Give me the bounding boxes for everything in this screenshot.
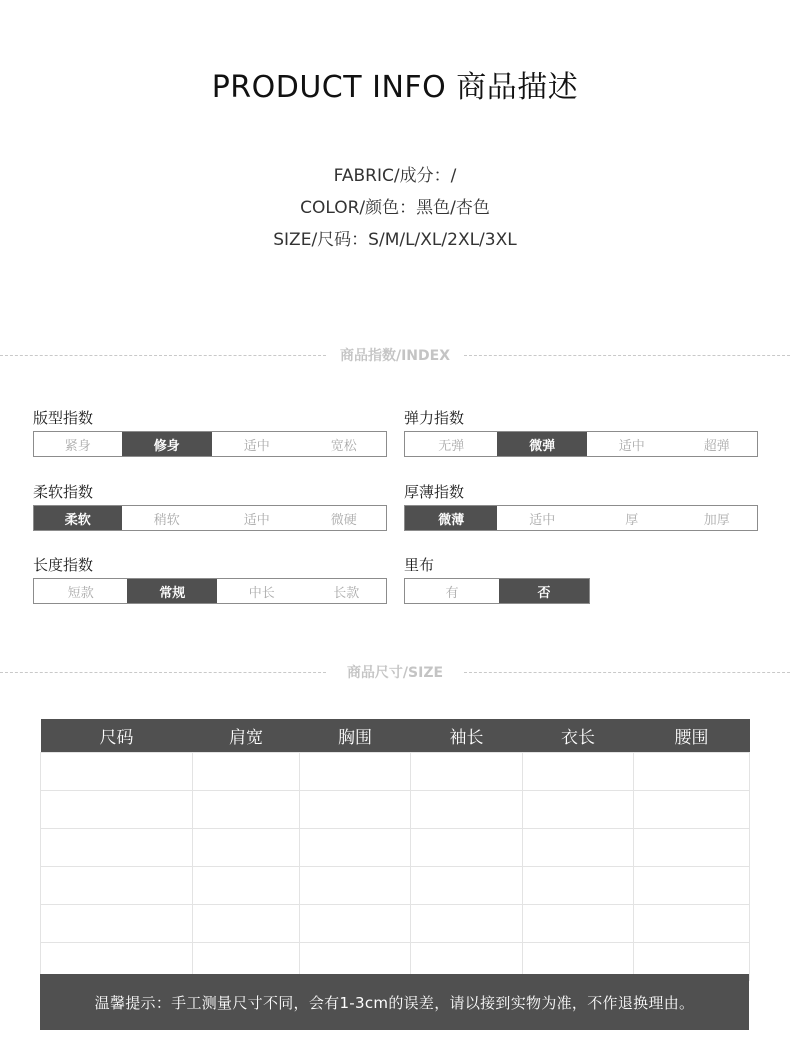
index-option-selected: 修身 [122,432,212,456]
table-cell [41,791,193,829]
table-row [41,829,750,867]
index-option: 适中 [618,438,645,454]
index-option: 中长 [248,585,275,601]
table-cell [411,829,523,867]
divider-line-left [0,672,326,673]
index-option-selected: 柔软 [34,506,122,530]
table-cell [193,829,300,867]
size-info: SIZE/尺码：S/M/L/XL/2XL/3XL [273,230,517,250]
table-row [41,753,750,791]
color-info: COLOR/颜色：黑色/杏色 [300,198,490,218]
table-cell [41,753,193,791]
table-cell [193,753,300,791]
index-scale [33,578,387,604]
index-option: 适中 [243,512,270,528]
table-cell [634,829,750,867]
table-cell [411,905,523,943]
index-title: 里布 [404,556,435,574]
index-title: 厚薄指数 [404,483,465,501]
index-option: 适中 [529,512,556,528]
index-option-selected: 常规 [127,579,216,603]
index-option: 长款 [333,585,360,601]
index-option: 适中 [243,438,270,454]
table-cell [41,829,193,867]
index-option: 有 [445,585,459,601]
column-header: 胸围 [300,719,411,753]
table-cell [300,867,411,905]
size-section-label: 商品尺寸/SIZE [346,665,444,681]
index-title: 版型指数 [33,409,94,427]
table-cell [634,791,750,829]
index-title: 柔软指数 [33,483,94,501]
table-cell [193,905,300,943]
index-title: 长度指数 [33,556,94,574]
index-option: 超弹 [703,438,730,454]
index-option-selected: 微弹 [497,432,586,456]
size-table [40,719,750,981]
table-cell [41,867,193,905]
index-scale [404,431,758,457]
index-divider [0,345,790,365]
index-title: 弹力指数 [404,409,465,427]
table-cell [634,867,750,905]
table-cell [523,867,634,905]
index-scale [33,505,387,531]
size-divider [0,662,790,682]
table-cell [193,791,300,829]
table-cell [193,867,300,905]
table-row [41,791,750,829]
column-header: 肩宽 [193,719,300,753]
index-option: 短款 [67,585,94,601]
divider-line-right [464,672,790,673]
index-option-selected: 否 [499,579,589,603]
index-section-label: 商品指数/INDEX [339,348,451,364]
measurement-notice: 温馨提示：手工测量尺寸不同，会有1-3cm的误差，请以接到实物为准，不作退换理由。 [40,974,749,1030]
table-cell [634,905,750,943]
column-header: 尺码 [41,719,193,753]
table-cell [300,829,411,867]
table-row [41,905,750,943]
fabric-info: FABRIC/成分：/ [333,166,457,186]
divider-line-right [464,355,790,356]
table-row [41,867,750,905]
column-header: 腰围 [634,719,750,753]
table-cell [300,753,411,791]
table-cell [523,791,634,829]
table-cell [300,791,411,829]
index-option: 稍软 [153,512,180,528]
index-option: 紧身 [64,438,91,454]
column-header: 衣长 [523,719,634,753]
table-cell [523,905,634,943]
divider-line-left [0,355,326,356]
table-cell [411,867,523,905]
column-header: 袖长 [411,719,523,753]
index-option: 厚 [625,512,639,528]
index-scale [404,578,590,604]
table-cell [523,753,634,791]
table-cell [523,829,634,867]
table-cell [411,791,523,829]
size-table-header [41,719,750,753]
table-cell [411,753,523,791]
index-option: 无弹 [438,438,465,454]
index-option: 加厚 [703,512,730,528]
table-cell [634,753,750,791]
index-option: 微硬 [330,512,357,528]
index-option-selected: 微薄 [405,506,497,530]
index-scale [33,431,387,457]
page-title: PRODUCT INFO 商品描述 [211,70,579,105]
index-scale [404,505,758,531]
index-option: 宽松 [330,438,357,454]
table-cell [300,905,411,943]
table-cell [41,905,193,943]
